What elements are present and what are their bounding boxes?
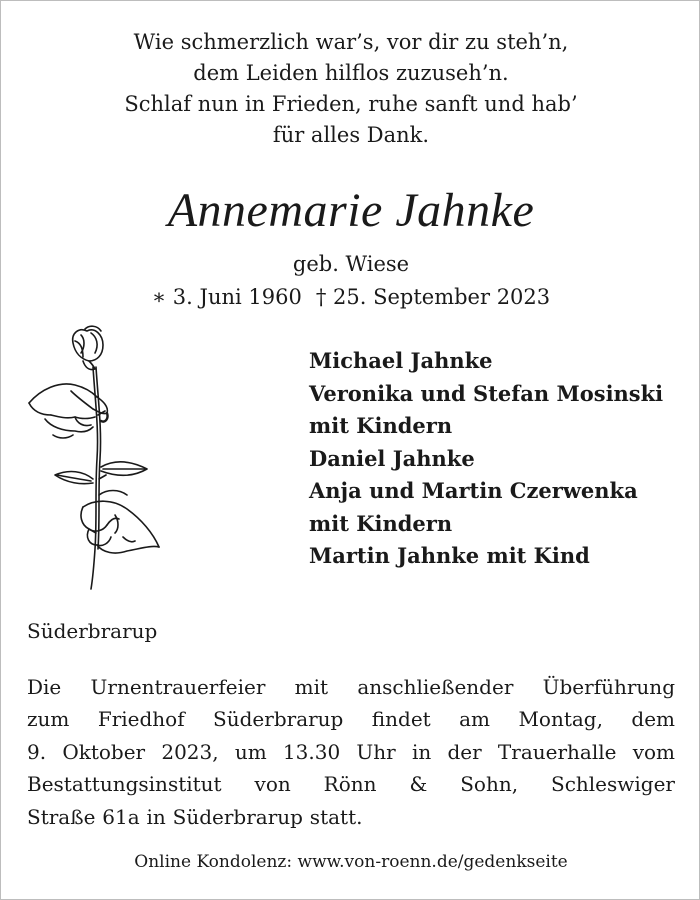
notice-line: Bestattungsinstitut von Rönn & Sohn, Schleswiger: [27, 772, 675, 797]
online-condolence-link[interactable]: Online Kondolenz: www.von-roenn.de/gedenkseite: [134, 852, 568, 872]
poem-line: Schlaf nun in Frieden, ruhe sanft und hab’: [124, 92, 578, 116]
life-dates: [1, 283, 700, 311]
death-date: † 25. September 2023: [315, 285, 551, 309]
notice-line: Straße 61a in Süderbrarup statt.: [27, 804, 363, 829]
maiden-name: geb. Wiese: [292, 252, 410, 276]
poem-line: Wie schmerzlich war’s, vor dir zu steh’n,: [133, 30, 569, 54]
poem-line: für alles Dank.: [272, 123, 430, 147]
notice-line: Die Urnentrauerfeier mit anschließender Überführung: [27, 675, 675, 699]
funeral-notice: [27, 671, 675, 833]
mourner-line: mit Kindern: [309, 510, 453, 536]
notice-line: zum Friedhof Süderbrarup findet am Montag, dem: [27, 707, 675, 732]
birth-date: ∗ 3. Juni 1960: [151, 285, 302, 309]
mourner-line: Anja und Martin Czerwenka: [309, 478, 638, 503]
memorial-poem: [1, 27, 700, 151]
place-name: Süderbrarup: [27, 619, 158, 643]
mourners-list: [309, 345, 663, 573]
rose-in-hands-illustration: [23, 319, 163, 599]
mourner-line: Daniel Jahnke: [309, 445, 475, 471]
mourner-line: mit Kindern: [309, 413, 453, 438]
mourner-line: Michael Jahnke: [309, 348, 493, 373]
poem-line: dem Leiden hilflos zuzuseh’n.: [193, 61, 509, 85]
mourner-line: Martin Jahnke mit Kind: [309, 543, 590, 568]
notice-line: 9. Oktober 2023, um 13.30 Uhr in der Trauerhalle vom: [27, 739, 675, 764]
deceased-name: Annemarie Jahnke: [167, 184, 535, 237]
mourner-line: Veronika und Stefan Mosinski: [309, 380, 664, 406]
